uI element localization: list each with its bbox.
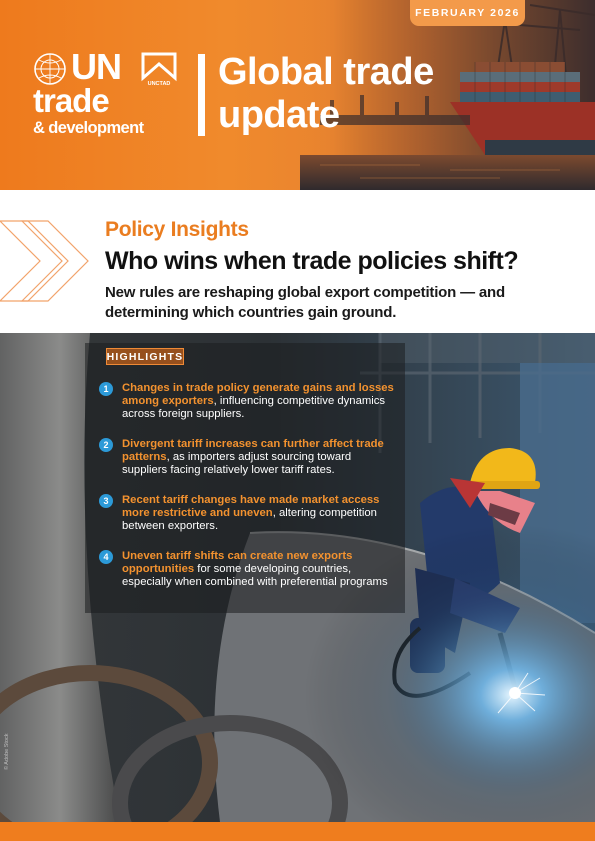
highlight-item-1 — [99, 382, 399, 422]
logo-development-text: & development — [33, 119, 144, 137]
highlight-key-phrase: Divergent tariff increases can further affect trade patterns — [122, 438, 384, 464]
subheadline: New rules are reshaping global export competition — and determining which countries gain ground. — [105, 284, 505, 321]
highlight-rest: for some developing countries, especially when combined with preferential programs — [122, 563, 388, 589]
logo-trade-text: trade — [33, 82, 109, 119]
number-badge: 4 — [99, 550, 113, 564]
highlight-key-phrase: Changes in trade policy generate gains and losses among exporters — [122, 382, 394, 408]
highlight-key-phrase: Uneven tariff shifts can create new exports opportunities — [122, 550, 353, 576]
headline: Who wins when trade policies shift? — [105, 247, 519, 275]
logo-un-text: UN — [71, 46, 121, 87]
header-banner — [0, 0, 595, 190]
footer-band — [0, 822, 595, 841]
highlight-rest: , altering competition between exporters. — [122, 507, 377, 533]
unctad-mark-icon — [141, 52, 177, 82]
highlight-rest: , influencing competitive dynamics across foreign suppliers. — [122, 395, 386, 421]
number-badge: 1 — [99, 382, 113, 396]
photo-credit: © Adobe Stock — [4, 733, 10, 770]
page-title — [218, 51, 434, 136]
un-trade-development-logo — [33, 46, 183, 142]
highlight-text — [122, 438, 399, 478]
highlight-item-2 — [99, 438, 399, 478]
highlight-item-3 — [99, 494, 399, 534]
title-line-1: Global trade — [218, 51, 434, 93]
highlight-key-phrase: Recent tariff changes have made market access more restrictive and uneven — [122, 494, 380, 520]
logo-unctad-text: UNCTAD — [147, 81, 171, 87]
title-line-2: update — [218, 93, 340, 136]
highlight-text — [122, 550, 399, 590]
highlight-item-4 — [99, 550, 399, 590]
chevron-decoration-icon — [0, 219, 90, 303]
highlight-text — [122, 382, 399, 422]
title-divider — [198, 54, 205, 136]
highlights-tag: HIGHLIGHTS — [106, 348, 184, 365]
un-emblem-icon — [33, 52, 67, 86]
number-badge: 2 — [99, 438, 113, 452]
section-label: Policy Insights — [105, 218, 249, 241]
highlight-text — [122, 494, 399, 534]
number-badge: 3 — [99, 494, 113, 508]
issue-date: FEBRUARY 2026 — [410, 0, 525, 26]
highlight-rest: , as importers adjust sourcing toward suppliers facing relatively lower tariff rates. — [122, 451, 352, 477]
